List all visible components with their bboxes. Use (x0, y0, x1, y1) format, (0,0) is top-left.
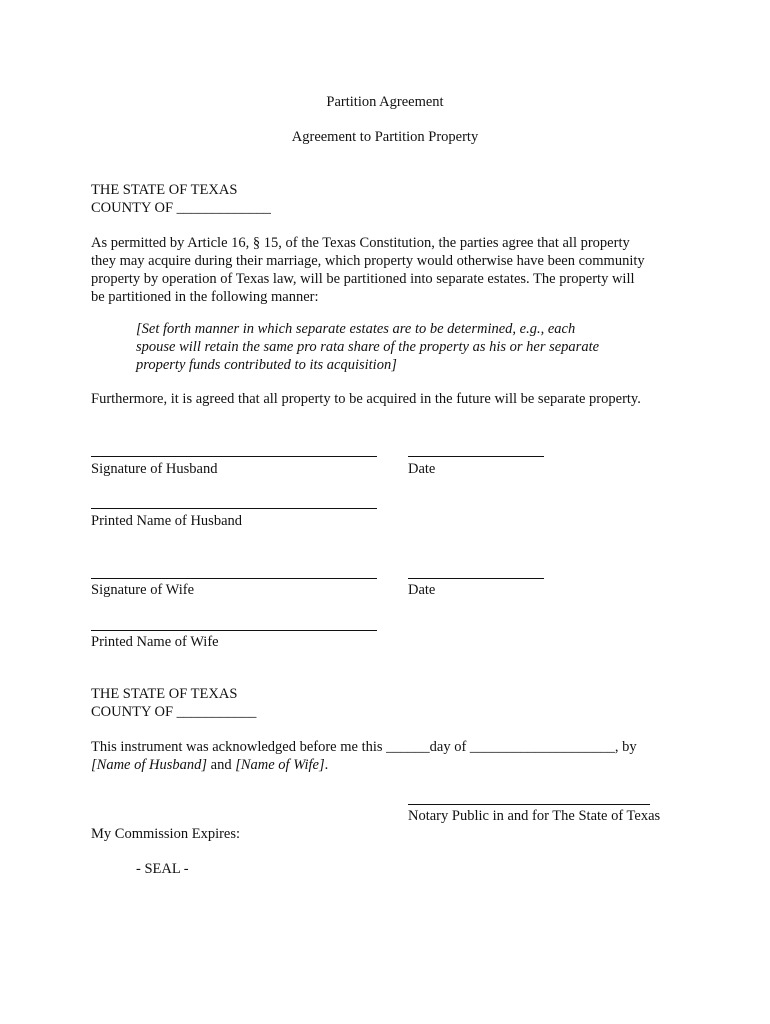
acknowledgment-paragraph (91, 738, 691, 774)
wife-signature-line[interactable] (91, 578, 377, 579)
instruction-line: spouse will retain the same pro rata share of the property as his or her separate (136, 339, 600, 355)
notary-label: Notary Public in and for The State of Texas (408, 808, 661, 824)
document-subtitle: Agreement to Partition Property (291, 129, 479, 145)
period-text: . (324, 757, 329, 773)
notary-signature-line[interactable] (408, 804, 650, 805)
county-label: COUNTY OF _____________ (91, 200, 271, 216)
seal-label: - SEAL - (136, 861, 189, 877)
partition-instructions (136, 320, 636, 374)
state-header-2 (91, 685, 256, 721)
husband-printed-name-line[interactable] (91, 508, 377, 509)
and-text: and (207, 757, 236, 773)
husband-signature-label: Signature of Husband (91, 461, 218, 477)
document-title: Partition Agreement (326, 94, 444, 110)
intro-line: property by operation of Texas law, will be partitioned into separate estates. The property will (91, 271, 635, 287)
wife-printed-name-label: Printed Name of Wife (91, 634, 219, 650)
wife-printed-name-line[interactable] (91, 630, 377, 631)
wife-signature-label: Signature of Wife (91, 582, 195, 598)
husband-signature-line[interactable] (91, 456, 377, 457)
state-header-1 (91, 181, 271, 217)
husband-name-placeholder: [Name of Husband] (91, 757, 208, 773)
intro-line: As permitted by Article 16, § 15, of the Texas Constitution, the parties agree that all property (91, 235, 630, 251)
husband-date-line[interactable] (408, 456, 544, 457)
commission-expires-label: My Commission Expires: (91, 826, 241, 842)
wife-date-line[interactable] (408, 578, 544, 579)
husband-printed-name-label: Printed Name of Husband (91, 513, 243, 529)
wife-date-label: Date (408, 582, 436, 598)
intro-line: they may acquire during their marriage, which property would otherwise have been community (91, 253, 645, 269)
intro-line: be partitioned in the following manner: (91, 289, 319, 305)
intro-paragraph (91, 234, 691, 306)
county-label: COUNTY OF ___________ (91, 704, 257, 720)
acknowledgment-line: This instrument was acknowledged before me this ______day of ____________________, by (91, 739, 637, 755)
wife-name-placeholder: [Name of Wife] (235, 757, 325, 773)
instruction-line: [Set forth manner in which separate estates are to be determined, e.g., each (136, 321, 576, 337)
future-property-clause: Furthermore, it is agreed that all property to be acquired in the future will be separate property. (91, 391, 641, 407)
state-label: THE STATE OF TEXAS (91, 686, 238, 702)
instruction-line: property funds contributed to its acquisition] (136, 357, 397, 373)
husband-date-label: Date (408, 461, 436, 477)
state-label: THE STATE OF TEXAS (91, 182, 238, 198)
